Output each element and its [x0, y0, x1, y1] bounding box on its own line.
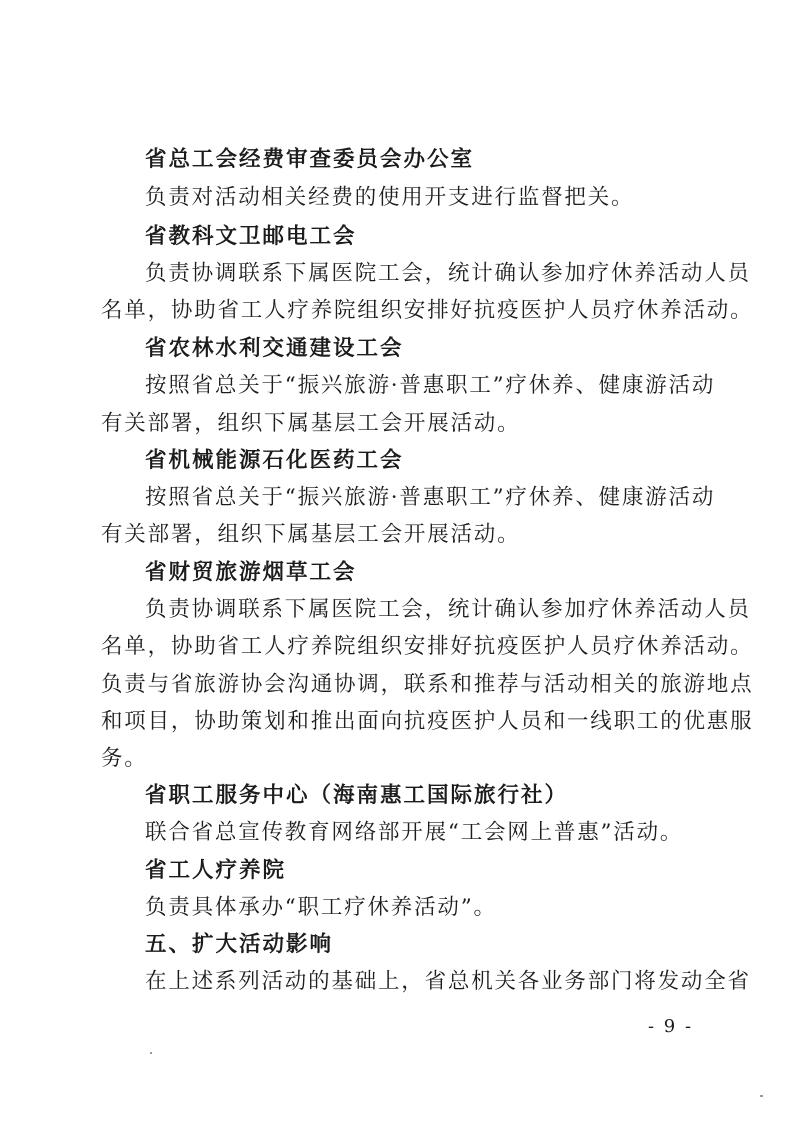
scan-speck [760, 1095, 763, 1097]
body-line: 有关部署，组织下属基层工会开展活动。 [101, 411, 521, 436]
page-number: - 9 - [648, 1016, 694, 1037]
body-line: 负责协调联系下属医院工会，统计确认参加疗休养活动人员 [145, 597, 751, 622]
body-line: 按照省总关于“振兴旅游·普惠职工”疗休养、健康游活动 [145, 485, 716, 510]
scan-speck [150, 1052, 152, 1054]
body-line: 负责协调联系下属医院工会，统计确认参加疗休养活动人员 [145, 261, 751, 286]
section-heading: 省教科文卫邮电工会 [145, 224, 357, 249]
section-heading: 省财贸旅游烟草工会 [145, 560, 357, 585]
section-heading: 省农林水利交通建设工会 [145, 336, 404, 361]
body-line: 负责对活动相关经费的使用开支进行监督把关。 [145, 185, 635, 210]
section-heading: 省工人疗养院 [145, 858, 287, 883]
body-line: 负责具体承办“职工疗休养活动”。 [145, 895, 497, 920]
section-heading: 五、扩大活动影响 [145, 932, 334, 957]
body-line: 负责与省旅游协会沟通协调，联系和推荐与活动相关的旅游地点 [101, 672, 754, 697]
body-line: 和项目，协助策划和推出面向抗疫医护人员和一线职工的优惠服 [101, 709, 754, 734]
body-line: 务。 [101, 746, 148, 771]
body-line: 有关部署，组织下属基层工会开展活动。 [101, 522, 521, 547]
section-heading: 省总工会经费审查委员会办公室 [145, 147, 475, 172]
body-line: 按照省总关于“振兴旅游·普惠职工”疗休养、健康游活动 [145, 373, 716, 398]
body-line: 在上述系列活动的基础上，省总机关各业务部门将发动全省 [145, 969, 751, 994]
section-heading: 省机械能源石化医药工会 [145, 448, 404, 473]
body-line: 名单，协助省工人疗养院组织安排好抗疫医护人员疗休养活动。 [101, 634, 754, 659]
section-heading: 省职工服务中心（海南惠工国际旅行社） [145, 783, 569, 808]
body-line: 名单，协助省工人疗养院组织安排好抗疫医护人员疗休养活动。 [101, 298, 754, 323]
body-line: 联合省总宣传教育网络部开展“工会网上普惠”活动。 [145, 820, 684, 845]
